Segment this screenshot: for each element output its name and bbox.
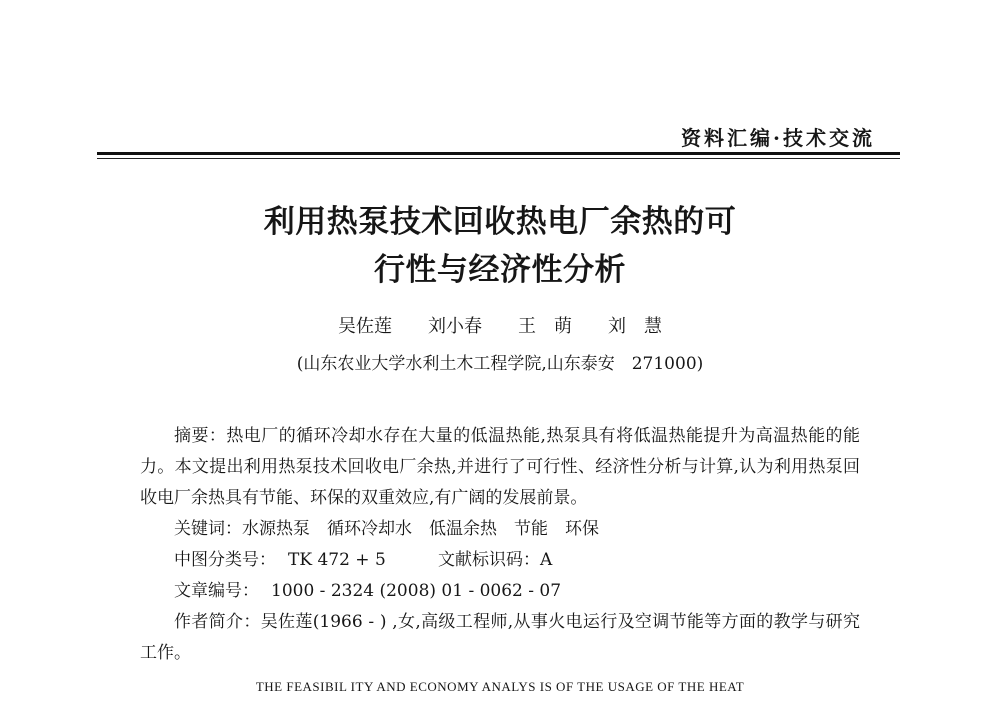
article-number-label: 文章编号： <box>174 581 259 601</box>
keywords-label: 关键词： <box>174 519 242 539</box>
abstract <box>140 421 860 514</box>
document-code-value: A <box>540 550 553 570</box>
author-bio <box>140 607 860 669</box>
english-title: THE FEASIBIL ITY AND ECONOMY ANALYS IS OF THE USAGE OF THE HEAT <box>255 679 745 694</box>
keyword-item: 节能 <box>514 519 548 539</box>
abstract-label: 摘要： <box>174 426 227 446</box>
author-bio-label: 作者简介： <box>174 612 261 632</box>
author-list: 吴佐莲 刘小春 王 萌 刘 慧 <box>338 316 662 337</box>
classification-line <box>140 545 860 576</box>
author-bio-text: 吴佐莲(1966 - ) ,女,高级工程师,从事火电运行及空调节能等方面的教学与研究工作。 <box>140 612 861 663</box>
header-rule-thin <box>97 158 900 159</box>
clc-label: 中图分类号： <box>174 550 276 570</box>
article-number-value: 1000 - 2324 (2008) 01 - 0062 - 07 <box>271 581 562 601</box>
keyword-item: 环保 <box>565 519 599 539</box>
keyword-item: 水源热泵 <box>242 519 310 539</box>
keywords <box>140 514 860 545</box>
paper-title-line-2: 行性与经济性分析 <box>374 252 626 288</box>
keyword-item: 低温余热 <box>429 519 497 539</box>
paper-title <box>0 198 1000 294</box>
header-rule-thick <box>97 152 900 155</box>
author-affiliation: (山东农业大学水利土木工程学院,山东泰安 271000) <box>296 354 704 374</box>
keyword-item: 循环冷却水 <box>327 519 412 539</box>
paper-title-line-1: 利用热泵技术回收热电厂余热的可 <box>263 204 737 240</box>
clc-value: TK 472 + 5 <box>288 550 386 570</box>
article-number-line <box>140 576 860 607</box>
document-code-label: 文献标识码： <box>438 550 540 570</box>
abstract-text: 热电厂的循环冷却水存在大量的低温热能,热泵具有将低温热能提升为高温热能的能力。本文提出利用热泵技术回收电厂余热,并进行了可行性、经济性分析与计算,认为利用热泵回收电厂余热具有节能、环保的双重效应,有广阔的发展前景。 <box>140 426 861 508</box>
front-matter <box>140 421 860 669</box>
journal-section-header: 资料汇编·技术交流 <box>681 126 875 150</box>
